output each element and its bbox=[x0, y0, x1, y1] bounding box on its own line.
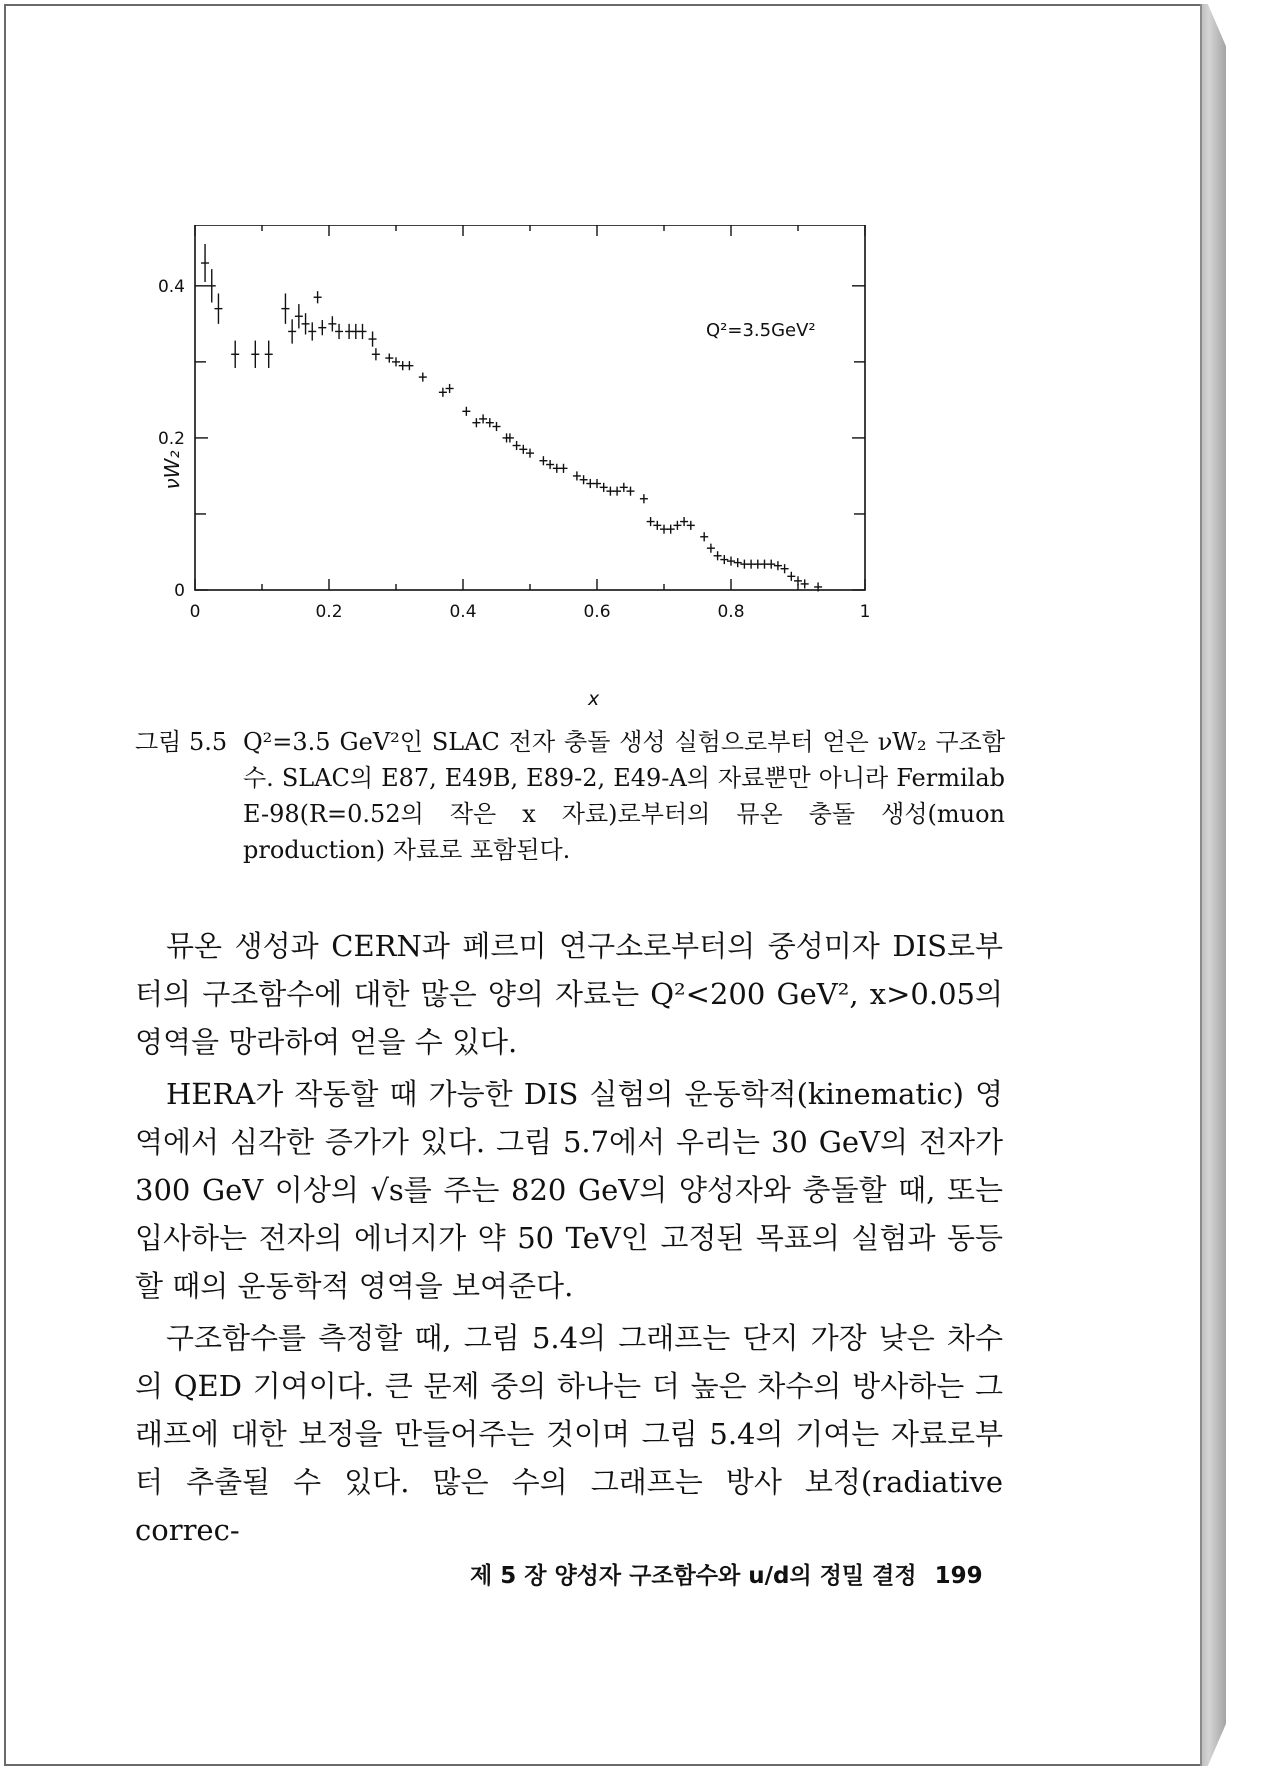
running-head: 제 5 장 양성자 구조함수와 u/d의 정밀 결정 bbox=[470, 1563, 917, 1589]
data-point bbox=[308, 322, 316, 340]
data-point bbox=[318, 320, 326, 335]
paragraph-3: 구조함수를 측정할 때, 그림 5.4의 그래프는 단지 가장 낮은 차수의 QED 기여이다. 큰 문제 중의 하나는 더 높은 차수의 방사하는 그래프에 대한 보정을 만들어주는 것이며 그림 5.4의 기여는 자료로부터 추출될 수 있다. 많은 수의 그래프는 방사 보정(radiative correc- bbox=[135, 1321, 1003, 1547]
x-tick-label: 0.8 bbox=[717, 602, 745, 622]
data-point bbox=[201, 244, 209, 282]
y-tick-label: 0 bbox=[174, 581, 185, 601]
plot-area bbox=[158, 225, 870, 622]
paragraph-2: HERA가 작동할 때 가능한 DIS 실험의 운동학적(kinematic) 영역에서 심각한 증가가 있다. 그림 5.7에서 우리는 30 GeV의 전자가 300 GeV 이상의 √s를 주는 820 GeV의 양성자와 충돌할 때, 또는 입사하는 전자의 에너지가 약 50 TeV인 고정된 목표의 실험과 동등할 때의 운동학적 영역을 보여준다. bbox=[135, 1077, 1003, 1303]
paragraph-1: 뮤온 생성과 CERN과 페르미 연구소로부터의 중성미자 DIS로부터의 구조함수에 대한 많은 양의 자료는 Q²<200 GeV², x>0.05의 영역을 망라하여 얻을 수 있다. bbox=[135, 929, 1003, 1059]
chart-annotation: Q²=3.5GeV² bbox=[706, 320, 816, 341]
page-edge-line bbox=[1200, 4, 1202, 1766]
page-number: 199 bbox=[934, 1563, 983, 1589]
x-tick-label: 0.4 bbox=[449, 602, 477, 622]
y-tick-label: 0.4 bbox=[157, 276, 185, 297]
data-point bbox=[369, 331, 377, 346]
caption-label: 그림 5.5 bbox=[135, 728, 228, 756]
data-point bbox=[462, 407, 470, 416]
data-point bbox=[359, 324, 367, 339]
data-point bbox=[214, 293, 222, 323]
caption-text: Q²=3.5 GeV²인 SLAC 전자 충돌 생성 실험으로부터 얻은 νW₂ 구조함수. SLAC의 E87, E49B, E89-2, E49-A의 자료뿐만 아니라 Fermilab E-98(R=0.52의 작은 x 자료)로부터의 뮤온 충돌 생성(muon production) 자료로 포함된다. bbox=[243, 728, 1005, 864]
y-tick-label: 0.2 bbox=[157, 428, 185, 449]
data-point bbox=[372, 348, 380, 360]
data-point bbox=[335, 324, 343, 339]
data-point bbox=[265, 341, 273, 368]
data-point bbox=[419, 373, 427, 382]
y-axis-label: νW₂ bbox=[160, 450, 184, 490]
data-point bbox=[295, 304, 303, 328]
x-tick-label: 0.2 bbox=[315, 602, 343, 622]
x-tick-label: 1 bbox=[859, 602, 871, 622]
data-point bbox=[405, 361, 413, 370]
data-point bbox=[208, 269, 216, 302]
data-point bbox=[734, 558, 742, 567]
data-point bbox=[281, 293, 289, 323]
data-point bbox=[231, 341, 239, 368]
structure-function-chart bbox=[150, 225, 980, 715]
data-point bbox=[640, 494, 648, 503]
data-point bbox=[700, 532, 708, 541]
plot-frame bbox=[195, 225, 865, 590]
data-point bbox=[727, 557, 735, 566]
page-footer bbox=[470, 1557, 983, 1590]
data-point bbox=[314, 291, 322, 303]
page-edge-shadow bbox=[1200, 4, 1226, 1766]
x-axis-label: x bbox=[588, 688, 600, 710]
body-text bbox=[135, 922, 1003, 1558]
data-point bbox=[288, 319, 296, 343]
data-point bbox=[787, 572, 795, 581]
figure-caption bbox=[135, 724, 1005, 868]
x-tick-label: 0.6 bbox=[583, 602, 611, 622]
data-point bbox=[767, 560, 775, 569]
data-point bbox=[328, 316, 336, 331]
x-tick-label: 0 bbox=[189, 602, 201, 622]
data-point bbox=[560, 464, 568, 473]
data-point bbox=[251, 341, 259, 368]
data-point bbox=[707, 544, 715, 553]
